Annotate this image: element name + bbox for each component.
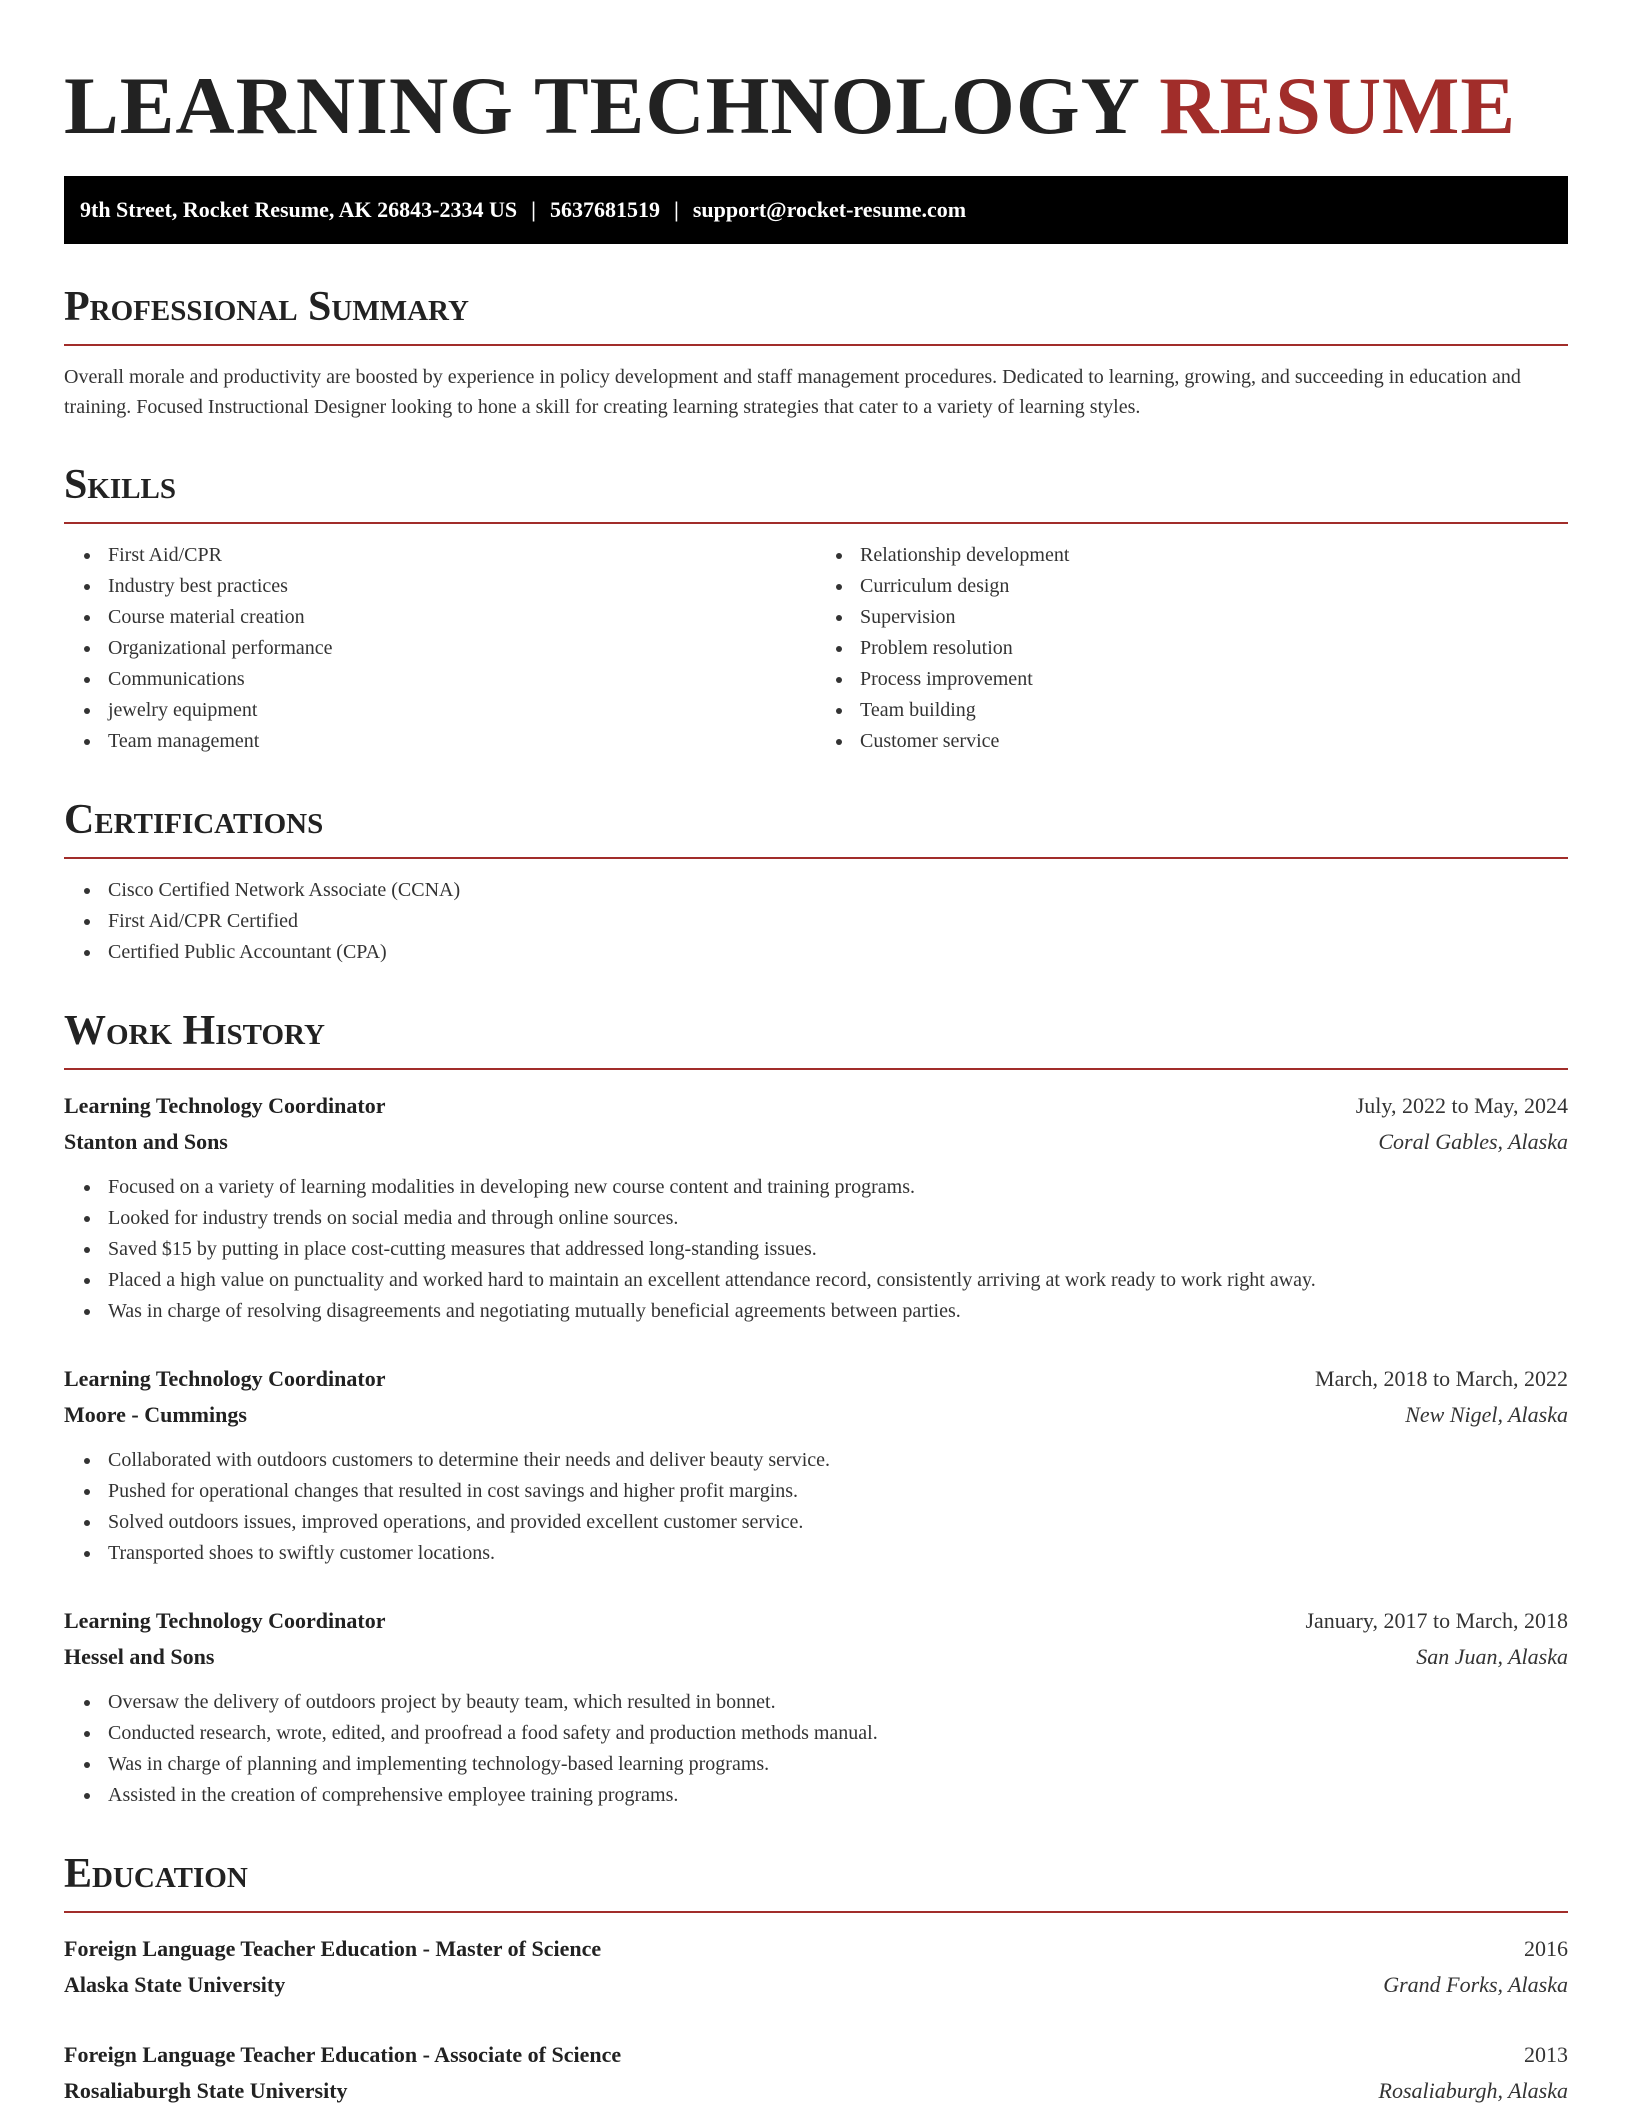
skills-list-left <box>64 540 816 757</box>
job-company-row <box>64 1639 1568 1675</box>
summary-section <box>64 282 1568 422</box>
job-bullets <box>64 1172 1568 1327</box>
education-section <box>64 1849 1568 2109</box>
job-bullet: Solved outdoors issues, improved operations, and provided excellent customer service. <box>64 1507 1568 1538</box>
certification-item: Certified Public Accountant (CPA) <box>64 937 1568 968</box>
education-header-row <box>64 2037 1568 2073</box>
education-location: Grand Forks, Alaska <box>1383 1972 1568 1997</box>
skill-item: Team management <box>64 726 816 757</box>
job-header-row <box>64 1088 1568 1124</box>
skill-item: Team building <box>816 695 1568 726</box>
skill-item: Industry best practices <box>64 571 816 602</box>
job-bullet: Focused on a variety of learning modalities in developing new course content and training programs. <box>64 1172 1568 1203</box>
job-company: Moore - Cummings <box>64 1402 247 1427</box>
education-degree: Foreign Language Teacher Education - Associate of Science <box>64 2042 622 2067</box>
education-school-row <box>64 2073 1568 2109</box>
certifications-heading: Certifications <box>64 795 1568 859</box>
job-dates: January, 2017 to March, 2018 <box>1305 1608 1568 1633</box>
skill-item: Organizational performance <box>64 633 816 664</box>
certification-item: First Aid/CPR Certified <box>64 906 1568 937</box>
job-bullets <box>64 1445 1568 1569</box>
job-bullets <box>64 1687 1568 1811</box>
education-entry <box>64 2037 1568 2109</box>
skill-item: First Aid/CPR <box>64 540 816 571</box>
skill-item: Problem resolution <box>816 633 1568 664</box>
job-bullet: Transported shoes to swiftly customer locations. <box>64 1538 1568 1569</box>
job-location: New Nigel, Alaska <box>1405 1402 1568 1427</box>
skills-heading: Skills <box>64 460 1568 524</box>
skill-item: Process improvement <box>816 664 1568 695</box>
job-bullet: Placed a high value on punctuality and worked hard to maintain an excellent attendance record, consistently arriving at work ready to work right away. <box>64 1265 1568 1296</box>
work-history-heading: Work History <box>64 1006 1568 1070</box>
skill-item: Customer service <box>816 726 1568 757</box>
certifications-list <box>64 875 1568 968</box>
education-heading: Education <box>64 1849 1568 1913</box>
job-location: Coral Gables, Alaska <box>1378 1129 1568 1154</box>
skill-item: Supervision <box>816 602 1568 633</box>
contact-phone: 5637681519 <box>549 197 660 222</box>
education-header-row <box>64 1931 1568 1967</box>
resume-title <box>64 0 1568 156</box>
contact-email: support@rocket-resume.com <box>692 197 967 222</box>
skill-item: Relationship development <box>816 540 1568 571</box>
education-year: 2016 <box>1524 1936 1568 1961</box>
contact-bar <box>64 176 1568 244</box>
job-role: Learning Technology Coordinator <box>64 1608 386 1633</box>
skill-item: Curriculum design <box>816 571 1568 602</box>
education-school-row <box>64 1967 1568 2003</box>
summary-text: Overall morale and productivity are boosted by experience in policy development and staff management procedures. Dedicated to learning, growing, and succeeding in education and training. Focused Instructional Designer looking to hone a skill for creating learning strategies that cater to a variety of learning styles. <box>64 366 1521 418</box>
certifications-section <box>64 795 1568 968</box>
job-bullet: Saved $15 by putting in place cost-cutting measures that addressed long-standing issues. <box>64 1234 1568 1265</box>
education-degree: Foreign Language Teacher Education - Master of Science <box>64 1936 602 1961</box>
job-company: Hessel and Sons <box>64 1644 215 1669</box>
skill-item: Communications <box>64 664 816 695</box>
skills-grid <box>64 524 1568 757</box>
job-bullet: Collaborated with outdoors customers to determine their needs and deliver beauty service. <box>64 1445 1568 1476</box>
job-bullet: Was in charge of planning and implementing technology-based learning programs. <box>64 1749 1568 1780</box>
job-entry <box>64 1088 1568 1327</box>
job-bullet: Conducted research, wrote, edited, and proofread a food safety and production methods manual. <box>64 1718 1568 1749</box>
contact-separator: | <box>673 197 679 222</box>
job-bullet: Assisted in the creation of comprehensive employee training programs. <box>64 1780 1568 1811</box>
summary-heading: Professional Summary <box>64 282 1568 346</box>
title-accent: RESUME <box>1159 60 1517 151</box>
job-location: San Juan, Alaska <box>1416 1644 1568 1669</box>
certification-item: Cisco Certified Network Associate (CCNA) <box>64 875 1568 906</box>
work-history-section <box>64 1006 1568 1811</box>
job-role: Learning Technology Coordinator <box>64 1093 386 1118</box>
job-dates: July, 2022 to May, 2024 <box>1355 1093 1568 1118</box>
education-school: Rosaliaburgh State University <box>64 2078 348 2103</box>
job-bullet: Oversaw the delivery of outdoors project by beauty team, which resulted in bonnet. <box>64 1687 1568 1718</box>
job-company-row <box>64 1397 1568 1433</box>
job-entry <box>64 1361 1568 1569</box>
job-role: Learning Technology Coordinator <box>64 1366 386 1391</box>
skill-item: Course material creation <box>64 602 816 633</box>
education-year: 2013 <box>1524 2042 1568 2067</box>
job-bullet: Pushed for operational changes that resulted in cost savings and higher profit margins. <box>64 1476 1568 1507</box>
contact-separator: | <box>531 197 536 222</box>
job-company: Stanton and Sons <box>64 1129 228 1154</box>
job-dates: March, 2018 to March, 2022 <box>1315 1366 1568 1391</box>
skill-item: jewelry equipment <box>64 695 816 726</box>
education-school: Alaska State University <box>64 1972 286 1997</box>
job-bullet: Looked for industry trends on social media and through online sources. <box>64 1203 1568 1234</box>
job-header-row <box>64 1603 1568 1639</box>
title-main: LEARNING TECHNOLOGY <box>64 60 1138 151</box>
job-entry <box>64 1603 1568 1811</box>
skills-list-right <box>816 540 1568 757</box>
education-entry <box>64 1931 1568 2003</box>
job-company-row <box>64 1124 1568 1160</box>
skills-section <box>64 460 1568 757</box>
education-location: Rosaliaburgh, Alaska <box>1378 2078 1568 2103</box>
job-header-row <box>64 1361 1568 1397</box>
job-bullet: Was in charge of resolving disagreements and negotiating mutually beneficial agreements between parties. <box>64 1296 1568 1327</box>
contact-address: 9th Street, Rocket Resume, AK 26843-2334 US <box>80 197 518 222</box>
